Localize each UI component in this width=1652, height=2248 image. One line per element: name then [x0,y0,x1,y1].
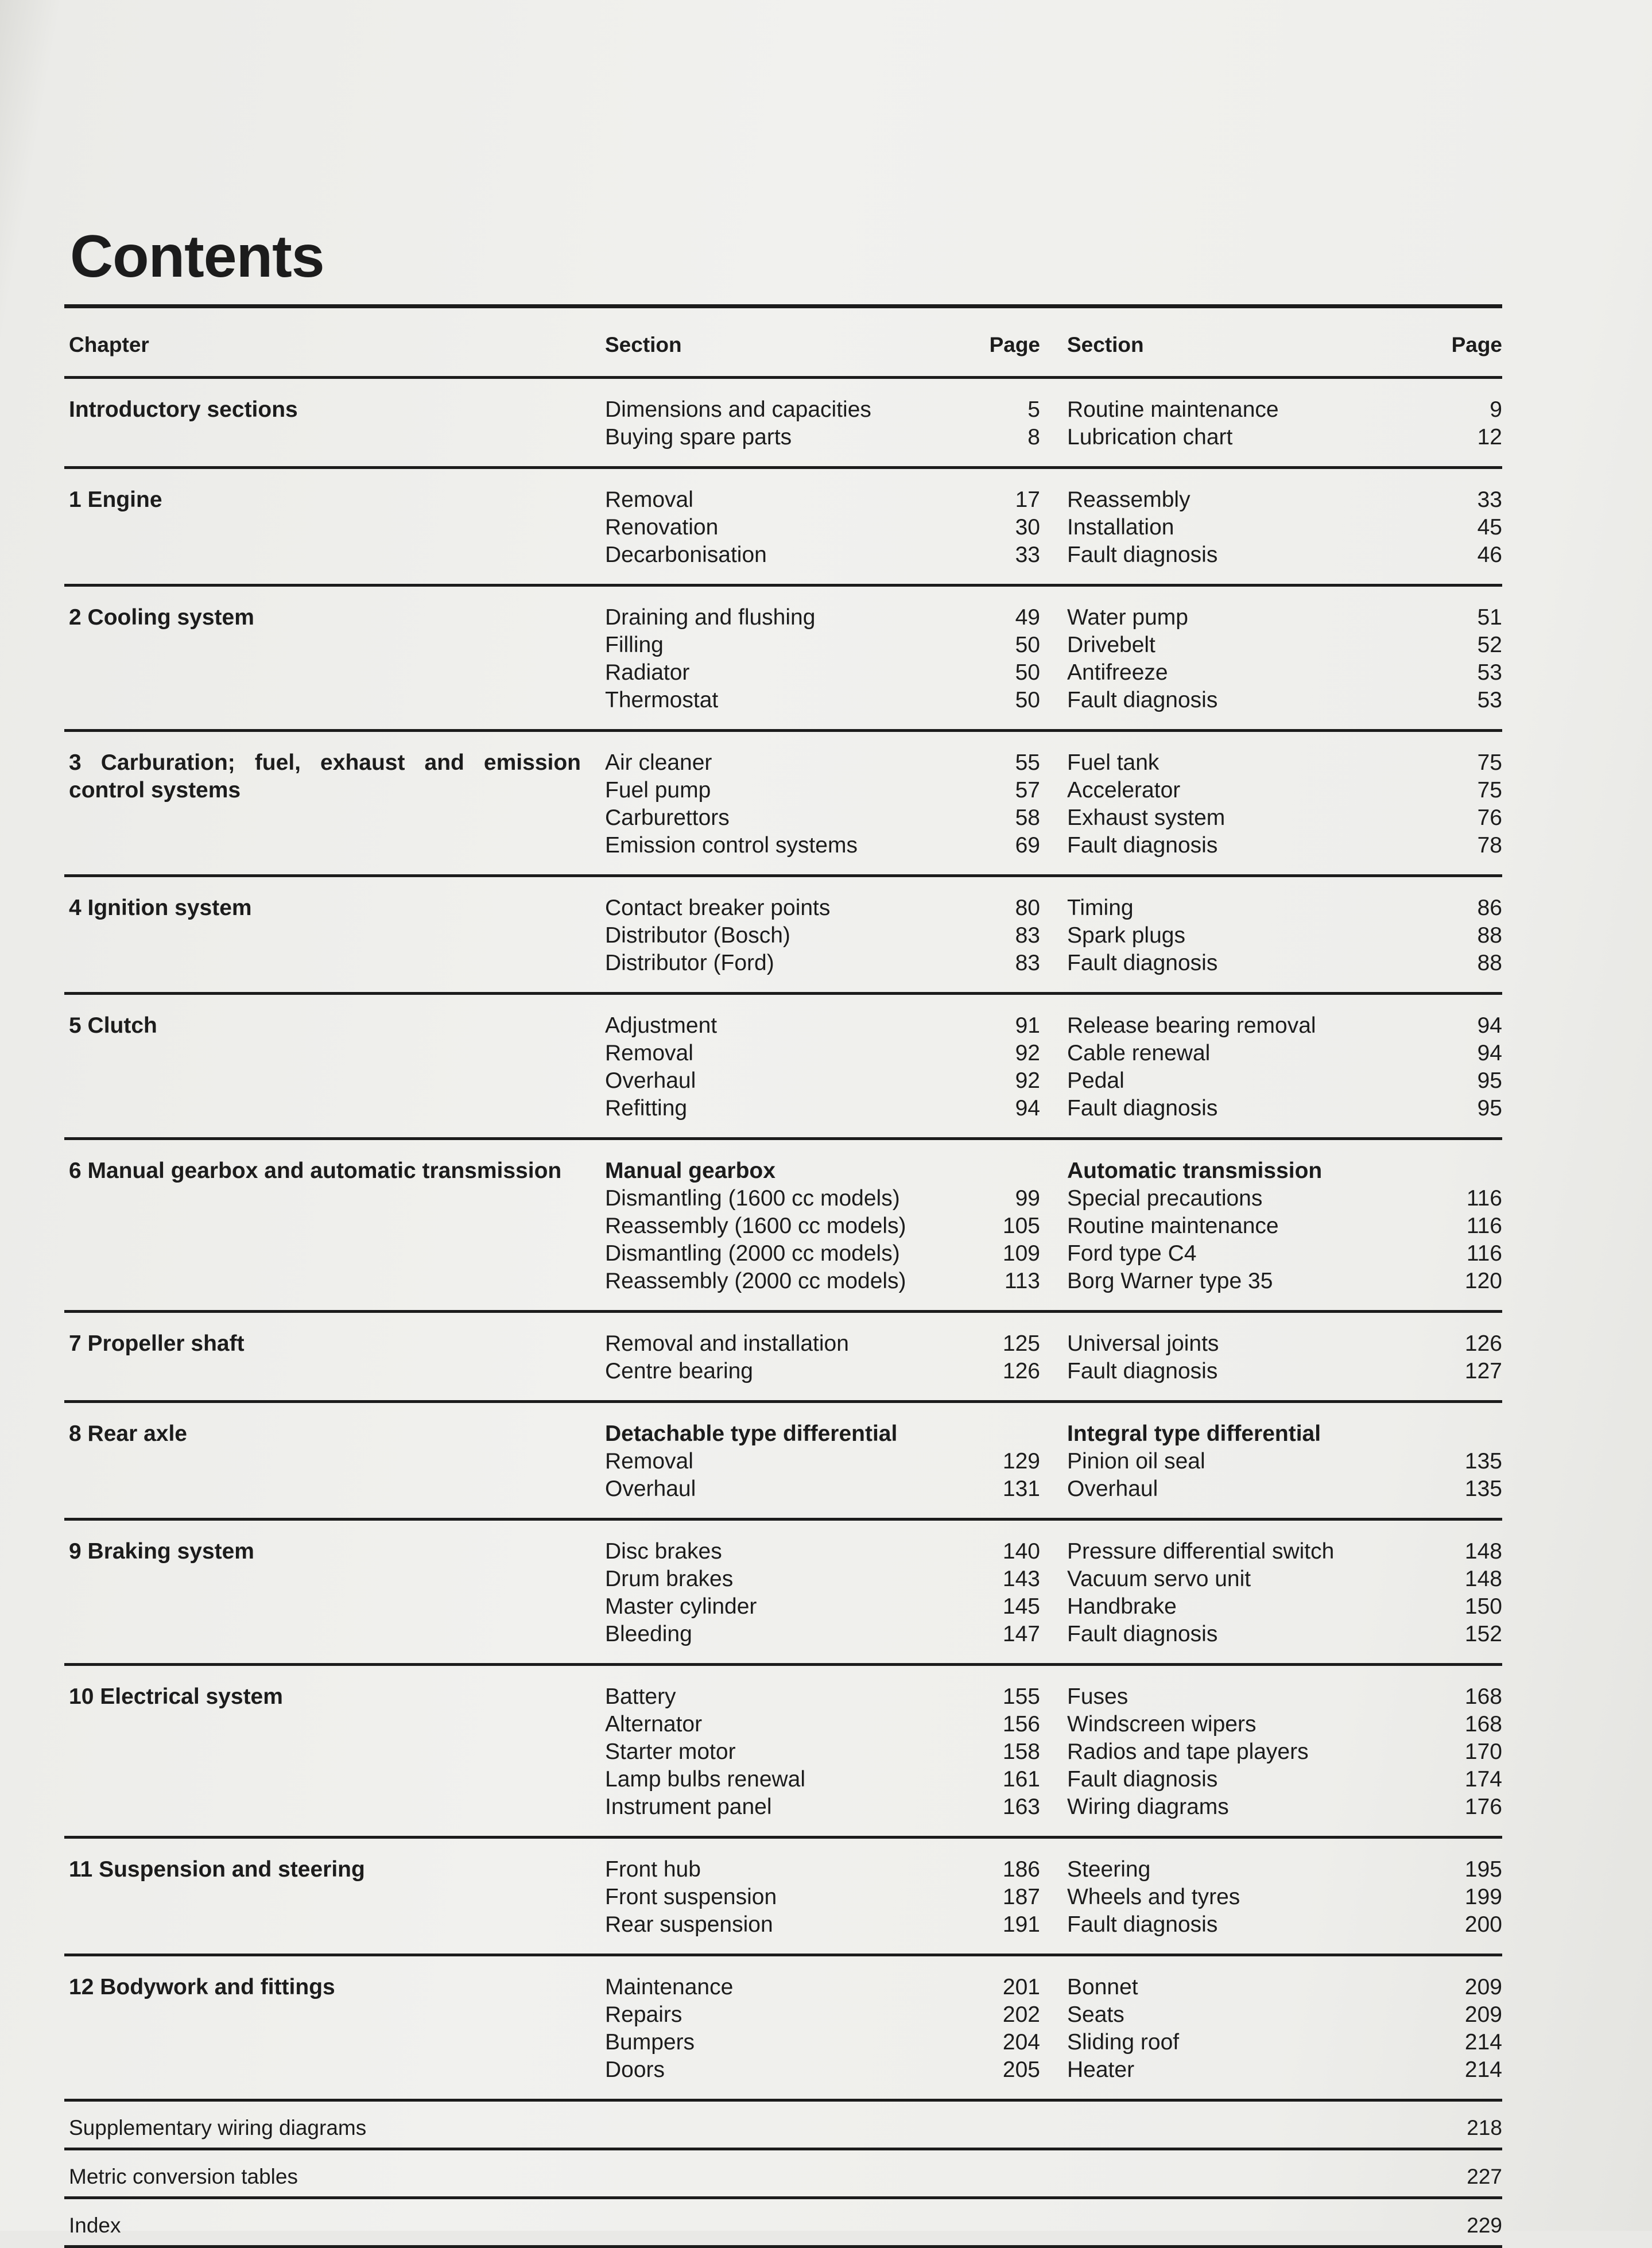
section-entry[interactable]: Filling [605,633,664,657]
column-gap [1040,1974,1066,2084]
section-entry[interactable]: Reassembly [1067,487,1190,512]
section-entry[interactable]: Bleeding [605,1622,692,1646]
page-number [954,1420,1040,1448]
chapter-row [64,469,1502,587]
section-entry[interactable]: Radiator [605,660,690,685]
section-entry[interactable]: Bumpers [605,2030,695,2055]
section-entry[interactable]: Battery [605,1684,676,1709]
chapter-title: 10 Electrical system [69,1684,283,1709]
page-number: 127 [1464,1359,1502,1383]
section-column [1066,1683,1428,1821]
page-column [1428,894,1502,977]
column-gap [1040,894,1066,977]
section-entry[interactable]: Pressure differential switch [1067,1539,1335,1564]
page-number: 33 [1015,542,1040,567]
page-number: 94 [1477,1013,1502,1038]
section-column [1066,1420,1428,1503]
section-entry[interactable]: Centre bearing [605,1359,753,1383]
section-entry[interactable]: Fault diagnosis [1067,833,1218,858]
page-number: 209 [1464,2002,1502,2027]
section-column [604,749,954,859]
chapter-rows [64,379,1502,2102]
chapter-row [64,1313,1502,1403]
page-number: 92 [1015,1041,1040,1065]
page-number: 135 [1464,1476,1502,1501]
section-entry[interactable]: Doors [605,2057,665,2082]
section-entry[interactable]: Buying spare parts [605,425,792,449]
section-entry[interactable]: Heater [1067,2057,1135,2082]
page-number: 129 [1002,1449,1040,1474]
section-entry[interactable]: Installation [1067,515,1174,540]
column-gap [1040,749,1066,859]
section-entry[interactable]: Draining and flushing [605,605,816,630]
header-page-1: Page [989,333,1040,356]
column-gap [1040,396,1066,451]
section-entry[interactable]: Instrument panel [605,1794,772,1819]
section-column [1066,1856,1428,1939]
chapter-title: 3 Carburation; fuel, exhaust and emission control systems [69,750,581,803]
section-entry[interactable]: Wheels and tyres [1067,1885,1240,1909]
page-number [954,1157,1040,1185]
page-number: 152 [1464,1622,1502,1646]
section-entry[interactable]: Carburettors [605,805,730,830]
section-entry[interactable]: Adjustment [605,1013,718,1038]
page-number: 9 [1490,397,1502,422]
page-title: Contents [70,223,324,290]
table-header [64,304,1502,379]
chapter-title: 9 Braking system [69,1539,254,1564]
section-entry[interactable]: Contact breaker points [605,896,831,920]
page-number: 83 [1015,923,1040,948]
page-column [954,1012,1040,1122]
section-entry[interactable]: Removal [605,487,693,512]
section-entry[interactable]: Antifreeze [1067,660,1168,685]
page-number: 8 [1027,425,1040,449]
page-number: 95 [1477,1068,1502,1093]
section-column [604,604,954,714]
chapter-title: 6 Manual gearbox and automatic transmission [69,1158,562,1183]
page-number: 187 [1002,1885,1040,1909]
page-number: 158 [1002,1739,1040,1764]
page-number: 148 [1464,1567,1502,1591]
page-number: 113 [1004,1269,1040,1293]
chapter-row [64,1666,1502,1839]
page-column [1428,604,1502,714]
section-entry[interactable]: Distributor (Bosch) [605,923,790,948]
page-column [1428,1974,1502,2084]
page-number: 116 [1466,1186,1502,1211]
page-number: 201 [1002,1975,1040,1999]
section-entry[interactable]: Starter motor [605,1739,736,1764]
page-number: 5 [1027,397,1040,422]
page-number: 75 [1477,750,1502,775]
header-section-2: Section [1067,333,1144,356]
section-entry[interactable]: Dimensions and capacities [605,397,871,422]
extra-label: Supplementary wiring diagrams [69,2116,367,2140]
page-number: 168 [1464,1712,1502,1737]
page-number: 214 [1464,2057,1502,2082]
page-number: 202 [1002,2002,1040,2027]
page-number: 205 [1002,2057,1040,2082]
page-number: 69 [1015,833,1040,858]
page-number: 200 [1464,1912,1502,1937]
page-column [1428,396,1502,451]
page-number: 58 [1015,805,1040,830]
chapter-title: 8 Rear axle [69,1421,187,1446]
section-entry[interactable]: Overhaul [605,1068,696,1093]
section-entry[interactable]: Overhaul [605,1476,696,1501]
page-column [954,749,1040,859]
section-entry[interactable]: Sliding roof [1067,2030,1180,2055]
section-column [604,1974,954,2084]
extra-entry[interactable] [64,2150,1502,2199]
section-entry[interactable]: Master cylinder [605,1594,757,1619]
section-entry[interactable]: Cable renewal [1067,1041,1211,1065]
page-number [1428,1420,1502,1448]
chapter-title: Introductory sections [69,397,298,422]
page-column [954,1330,1040,1385]
section-entry[interactable]: Timing [1067,896,1134,920]
column-gap [1040,486,1066,569]
section-entry[interactable]: Pinion oil seal [1067,1449,1205,1474]
page-number: 57 [1015,778,1040,803]
extra-page-number: 227 [1467,2165,1502,2188]
page-number: 199 [1464,1885,1502,1909]
page-column [1428,1330,1502,1385]
section-column [604,396,954,451]
section-column [604,1538,954,1648]
section-column [604,1330,954,1385]
page-column [1428,1157,1502,1295]
chapter-title: 5 Clutch [69,1013,157,1038]
section-entry[interactable]: Distributor (Ford) [605,951,774,975]
section-entry[interactable]: Spark plugs [1067,923,1185,948]
section-entry[interactable]: Borg Warner type 35 [1067,1269,1273,1293]
section-entry[interactable]: Windscreen wipers [1067,1712,1257,1737]
section-column [604,1012,954,1122]
page-number: 176 [1464,1794,1502,1819]
column-gap [1040,1012,1066,1122]
extra-label: Index [69,2214,121,2237]
column-gap [1040,1538,1066,1648]
chapter-row [64,379,1502,469]
page-number: 116 [1466,1241,1502,1266]
section-column [604,1157,954,1295]
section-entry[interactable]: Removal [605,1449,693,1474]
section-entry[interactable]: Reassembly (1600 cc models) [605,1214,906,1238]
chapter-title: 4 Ignition system [69,896,252,920]
section-column [1066,1538,1428,1648]
section-entry[interactable]: Lamp bulbs renewal [605,1767,806,1792]
section-entry[interactable]: Fuses [1067,1684,1129,1709]
page-number: 126 [1002,1359,1040,1383]
page-number: 209 [1464,1975,1502,1999]
subsection-heading[interactable]: Manual gearbox [605,1158,775,1183]
section-column [1066,1157,1428,1295]
page-column [1428,1420,1502,1503]
section-entry[interactable]: Dismantling (2000 cc models) [605,1241,900,1266]
page-column [1428,1683,1502,1821]
section-column [1066,1330,1428,1385]
section-entry[interactable]: Overhaul [1067,1476,1158,1501]
extra-page-number: 218 [1467,2116,1502,2140]
page-number: 147 [1002,1622,1040,1646]
chapter-row [64,1839,1502,1956]
page-number: 91 [1015,1013,1040,1038]
section-entry[interactable]: Routine maintenance [1067,1214,1279,1238]
page-number: 80 [1015,896,1040,920]
page-column [954,604,1040,714]
section-entry[interactable]: Decarbonisation [605,542,767,567]
section-entry[interactable]: Fault diagnosis [1067,951,1218,975]
page-number: 131 [1002,1476,1040,1501]
page-number: 75 [1477,778,1502,803]
page-column [954,486,1040,569]
page-number: 140 [1002,1539,1040,1564]
section-entry[interactable]: Renovation [605,515,719,540]
column-gap [1040,1420,1066,1503]
page-column [954,1157,1040,1295]
page-column [1428,1012,1502,1122]
section-entry[interactable]: Dismantling (1600 cc models) [605,1186,900,1211]
page-number: 94 [1015,1096,1040,1121]
section-column [1066,1012,1428,1122]
section-column [1066,486,1428,569]
section-entry[interactable]: Vacuum servo unit [1067,1567,1251,1591]
page-number: 33 [1477,487,1502,512]
page-number: 116 [1466,1214,1502,1238]
page-number: 204 [1002,2030,1040,2055]
page-number: 45 [1477,515,1502,540]
page-number: 51 [1477,605,1502,630]
page-number: 49 [1015,605,1040,630]
extra-entries [64,2102,1502,2248]
header-section-1: Section [605,333,682,356]
section-entry[interactable]: Steering [1067,1857,1151,1882]
section-entry[interactable]: Fault diagnosis [1067,542,1218,567]
section-entry[interactable]: Repairs [605,2002,682,2027]
page-number: 161 [1002,1767,1040,1792]
page-number: 30 [1015,515,1040,540]
chapter-title: 1 Engine [69,487,162,512]
subsection-heading[interactable]: Automatic transmission [1067,1158,1323,1183]
chapter-row [64,1956,1502,2102]
page-number: 17 [1015,487,1040,512]
extra-entry[interactable] [64,2102,1502,2150]
page-number: 46 [1477,542,1502,567]
page-column [954,1683,1040,1821]
column-gap [1040,1856,1066,1939]
page-column [1428,1856,1502,1939]
section-entry[interactable]: Drivebelt [1067,633,1155,657]
section-column [604,1420,954,1503]
section-entry[interactable]: Universal joints [1067,1331,1219,1356]
section-column [1066,894,1428,977]
page-number: 83 [1015,951,1040,975]
subsection-heading[interactable]: Detachable type differential [605,1421,898,1446]
chapter-row [64,877,1502,995]
page-number: 88 [1477,923,1502,948]
section-entry[interactable]: Drum brakes [605,1567,734,1591]
page-number: 135 [1464,1449,1502,1474]
section-entry[interactable]: Wiring diagrams [1067,1794,1229,1819]
section-entry[interactable]: Front hub [605,1857,701,1882]
section-column [1066,1974,1428,2084]
section-entry[interactable]: Fault diagnosis [1067,1767,1218,1792]
page-number: 156 [1002,1712,1040,1737]
page-number: 94 [1477,1041,1502,1065]
section-entry[interactable]: Bonnet [1067,1975,1138,1999]
section-column [1066,604,1428,714]
section-entry[interactable]: Maintenance [605,1975,734,1999]
section-entry[interactable]: Fault diagnosis [1067,1359,1218,1383]
page-number: 52 [1477,633,1502,657]
chapter-row [64,1403,1502,1521]
chapter-row [64,1140,1502,1313]
section-entry[interactable]: Fault diagnosis [1067,1622,1218,1646]
header-page-2: Page [1451,333,1502,356]
page-number: 125 [1002,1331,1040,1356]
section-entry[interactable]: Reassembly (2000 cc models) [605,1269,906,1293]
section-column [604,486,954,569]
section-entry[interactable]: Fuel tank [1067,750,1159,775]
section-column [604,1856,954,1939]
page-number: 86 [1477,896,1502,920]
section-entry[interactable]: Front suspension [605,1885,777,1909]
section-entry[interactable]: Fuel pump [605,778,711,803]
contents-table [64,304,1502,2248]
column-gap [1040,604,1066,714]
section-column [604,1683,954,1821]
page-number: 88 [1477,951,1502,975]
section-entry[interactable]: Radios and tape players [1067,1739,1309,1764]
page-number: 50 [1015,660,1040,685]
section-entry[interactable]: Disc brakes [605,1539,722,1564]
page-number: 186 [1002,1857,1040,1882]
chapter-row [64,1521,1502,1666]
section-entry[interactable]: Alternator [605,1712,703,1737]
page-number: 78 [1477,833,1502,858]
page-column [1428,749,1502,859]
section-entry[interactable]: Handbrake [1067,1594,1177,1619]
page-number: 76 [1477,805,1502,830]
page-number: 92 [1015,1068,1040,1093]
page-column [1428,486,1502,569]
section-entry[interactable]: Seats [1067,2002,1124,2027]
page-column [954,1974,1040,2084]
section-entry[interactable]: Emission control systems [605,833,858,858]
page-number: 109 [1002,1241,1040,1266]
column-gap [1040,1157,1066,1295]
page-number [1428,1157,1502,1185]
page-number: 191 [1002,1912,1040,1937]
page-number: 53 [1477,688,1502,712]
section-entry[interactable]: Routine maintenance [1067,397,1279,422]
page-number: 143 [1002,1567,1040,1591]
section-entry[interactable]: Release bearing removal [1067,1013,1316,1038]
section-entry[interactable]: Ford type C4 [1067,1241,1197,1266]
section-entry[interactable]: Thermostat [605,688,719,712]
section-entry[interactable]: Removal [605,1041,693,1065]
column-gap [1040,1683,1066,1821]
page-number: 163 [1002,1794,1040,1819]
page-number: 195 [1464,1857,1502,1882]
page-column [954,1856,1040,1939]
page-column [954,396,1040,451]
section-entry[interactable]: Accelerator [1067,778,1181,803]
chapter-title: 2 Cooling system [69,605,254,630]
page-number: 55 [1015,750,1040,775]
page-number: 50 [1015,633,1040,657]
header-chapter: Chapter [69,333,149,356]
page-number: 148 [1464,1539,1502,1564]
chapter-row [64,587,1502,732]
extra-page-number: 229 [1467,2214,1502,2237]
page-number: 95 [1477,1096,1502,1121]
section-entry[interactable]: Lubrication chart [1067,425,1233,449]
page-number: 105 [1002,1214,1040,1238]
chapter-row [64,732,1502,877]
section-column [604,894,954,977]
extra-entry[interactable] [64,2199,1502,2248]
section-entry[interactable]: Removal and installation [605,1331,849,1356]
section-entry[interactable]: Fault diagnosis [1067,688,1218,712]
page-number: 168 [1464,1684,1502,1709]
page-number: 150 [1464,1594,1502,1619]
page-number: 120 [1464,1269,1502,1293]
section-entry[interactable]: Refitting [605,1096,688,1121]
section-column [1066,749,1428,859]
page-column [954,894,1040,977]
section-entry[interactable]: Fault diagnosis [1067,1096,1218,1121]
page-number: 99 [1015,1186,1040,1211]
chapter-row [64,995,1502,1140]
section-entry[interactable]: Fault diagnosis [1067,1912,1218,1937]
page-number: 174 [1464,1767,1502,1792]
page-number: 170 [1464,1739,1502,1764]
page-column [954,1420,1040,1503]
section-entry[interactable]: Water pump [1067,605,1188,630]
page-number: 126 [1464,1331,1502,1356]
section-entry[interactable]: Rear suspension [605,1912,773,1937]
subsection-heading[interactable]: Integral type differential [1067,1421,1321,1446]
section-entry[interactable]: Air cleaner [605,750,712,775]
page-number: 50 [1015,688,1040,712]
page-number: 155 [1002,1684,1040,1709]
page-number: 214 [1464,2030,1502,2055]
section-entry[interactable]: Pedal [1067,1068,1124,1093]
section-column [1066,396,1428,451]
section-entry[interactable]: Exhaust system [1067,805,1226,830]
page-column [1428,1538,1502,1648]
page-column [954,1538,1040,1648]
chapter-title: 7 Propeller shaft [69,1331,245,1356]
page-number: 12 [1477,425,1502,449]
page-number: 53 [1477,660,1502,685]
chapter-title: 12 Bodywork and fittings [69,1975,335,1999]
page-number: 145 [1002,1594,1040,1619]
extra-label: Metric conversion tables [69,2165,298,2188]
section-entry[interactable]: Special precautions [1067,1186,1263,1211]
column-gap [1040,1330,1066,1385]
chapter-title: 11 Suspension and steering [69,1857,365,1882]
